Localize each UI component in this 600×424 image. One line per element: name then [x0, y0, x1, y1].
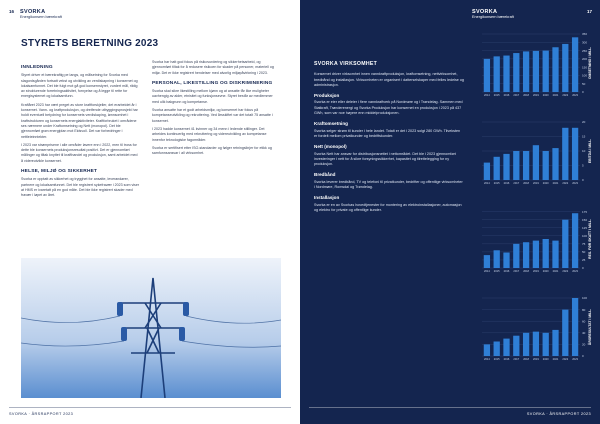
bar-2016 [503, 253, 509, 268]
bar-2022 [562, 220, 568, 268]
business-section-text: Svorka leverer bredbånd, TV og telefoni til privatkunder, bedrifter og offentlige virksomheter i Nordmøre, Romsdal og Trøndelag. [314, 179, 463, 190]
bar-2016 [503, 154, 509, 180]
business-section-title: Installasjon [314, 195, 340, 201]
x-tick-label: 2014 [484, 358, 490, 361]
chart-revenue [468, 30, 594, 102]
x-tick-label: 2022 [562, 358, 569, 361]
brand-subtitle: Energikonsern bærekraft [20, 15, 62, 19]
intro-paragraph: Konsernet driver virksomhet innen vannkraftproduksjon, kraftomsetning, nettvirksomhet, bredbånd og installasjon. Virksomheten er organisert i datterselskaper med felles ledelse og administrasjon. [314, 72, 464, 87]
y-axis-label: OMSETNING I MILL. [588, 46, 592, 80]
business-section-text: Svorka er en av Svorkas hovedtjenester for montering av elektroinstallasjoner, automasjon og elektro for private og offentlige kunder. [314, 202, 462, 212]
bar-2017 [513, 151, 519, 180]
y-tick-label: 20 [582, 342, 586, 347]
bar-2021 [552, 241, 558, 268]
x-tick-label: 2022 [562, 182, 569, 185]
bar-2021 [552, 330, 558, 356]
x-tick-label: 2020 [542, 270, 549, 273]
bar-2014 [484, 163, 490, 180]
running-header-left [9, 9, 62, 20]
x-tick-label: 2016 [503, 270, 510, 273]
y-tick-label: 60 [582, 319, 586, 324]
x-tick-label: 2018 [523, 182, 529, 185]
y-tick-label: 100 [582, 73, 588, 78]
running-header-right [472, 9, 593, 20]
bar-2023 [572, 128, 578, 180]
body-paragraph: Svorka er opptatt av sikkerhet og trygghet for ansatte, leverandører, partnere og lokalsamfunnet. Det ble registrert sykefravær i 2023 som viser at HMS er ivaretatt på en god måte. Det ble ikke registrert skader med fravær i løpet av året. [21, 177, 140, 198]
x-tick-label: 2020 [542, 94, 549, 97]
bar-2014 [484, 59, 490, 92]
x-tick-label: 2015 [493, 270, 500, 273]
section-heading: HELSE, MILJØ OG SIKKERHET [21, 169, 98, 175]
footer-right: SVORKA · ÅRSRAPPORT 2023 [526, 412, 591, 416]
x-tick-label: 2019 [533, 270, 539, 273]
business-section-title: Nett (monopol) [314, 144, 347, 150]
x-tick-label: 2019 [533, 182, 539, 185]
chart-net-income [468, 294, 594, 366]
bar-2019 [533, 51, 539, 92]
bar-2015 [494, 342, 500, 357]
y-tick-label: 125 [582, 225, 588, 230]
y-tick-label: 20 [582, 120, 586, 125]
business-section-text: Svorka selger strøm til kunder i hele landet. Totalt er det i 2023 solgt 280 GWh. Tilveksten er fordelt mellom privatkunder og bedriftskunder. [314, 128, 461, 138]
body-paragraph: Svorka har hatt god fokus på risikovurdering og sikkerhetsarbeid, og gjennomført tiltak for å redusere risikoen for skader på personer, materiell og miljø. Det er ikke registrert hendelser med alvorlig miljøpåvirkning i 2023. [152, 60, 274, 75]
section-heading: INNLEDNING [21, 65, 53, 70]
body-paragraph: Svorka ansatte har et godt arbeidsmiljø, og konsernet har fokus på kompetanseutvikling og rekruttering. Ved årsskiftet var det totalt 75 ansatte i konsernet. [152, 108, 273, 123]
x-tick-label: 2021 [552, 94, 559, 97]
y-tick-label: 0 [582, 266, 584, 271]
x-tick-label: 2017 [513, 358, 520, 361]
y-tick-label: 350 [582, 32, 588, 37]
y-tick-label: 175 [582, 209, 588, 214]
y-axis-label: EBITDA I MILL. [588, 138, 592, 164]
text-column-1 [21, 60, 140, 202]
brand-name: SVORKA [20, 9, 46, 15]
bar-2016 [503, 339, 509, 356]
y-tick-label: 250 [582, 48, 588, 53]
bar-2015 [494, 157, 500, 180]
y-tick-label: 50 [582, 250, 586, 255]
y-tick-label: 50 [582, 81, 586, 86]
footer-rule [309, 407, 591, 408]
bar-2018 [523, 333, 529, 356]
bar-2015 [494, 56, 500, 92]
y-tick-label: 80 [582, 307, 586, 312]
business-section-title: Kraftomsetning [314, 121, 348, 127]
section-heading: SVORKA VIRKSOMHET [314, 61, 378, 67]
x-tick-label: 2023 [572, 182, 578, 185]
body-paragraph: Styret driver et bærekraftig pe langs, og målsetning for Svorka med slagordsgården fortsatt vekst og utvikling av verdiskapning i konsernet og lokalsamfunnet. Det ble fulgt mot gå god konsernstyret, vurdert mål, riktig av strukturende forretningsaktivitet, fornyelse og å legge til rette for energisystemet og lokalsamfunn. [21, 73, 138, 99]
bar-2020 [543, 333, 549, 356]
x-tick-label: 2016 [503, 94, 510, 97]
x-tick-label: 2014 [484, 182, 490, 185]
x-tick-label: 2021 [552, 270, 559, 273]
bar-2018 [523, 242, 529, 268]
x-tick-label: 2017 [513, 182, 520, 185]
bar-2021 [552, 148, 558, 180]
y-tick-label: 5 [582, 163, 584, 168]
bar-2014 [484, 344, 490, 356]
body-paragraph: Kraftåret 2023 har vært preget av store kraftforskjeller, det erarbeidet år i konsernet. Vann- og kraftproduksjon, og dreifende utbyggingsprosjekt har holdt eventuell betydning for konsernets verdiskaping, lønnsomhet i kraftstrukturen og konsernets energiaktiviteter. Kraftforbruket i områdene ses nærmere under Kraftomsetning og Nett (monopol). Det ble gjennomført grøn energiplan mot Eidsvoll. Det var forbedringer i nettleieinntekter. [21, 102, 138, 139]
y-axis-label: ÅRSRESULTAT I MILL. [588, 308, 592, 346]
x-tick-label: 2015 [493, 358, 500, 361]
section-heading: PERSONAL, LIKESTILLING OG DISKRIMINERING [152, 80, 273, 86]
chart-ebitda [468, 118, 594, 190]
x-tick-label: 2014 [484, 270, 490, 273]
x-tick-label: 2022 [562, 94, 569, 97]
x-tick-label: 2021 [552, 182, 559, 185]
business-overview [314, 62, 464, 216]
x-tick-label: 2020 [542, 358, 549, 361]
y-tick-label: 15 [582, 134, 586, 139]
x-tick-label: 2020 [542, 182, 549, 185]
bar-2020 [543, 151, 549, 180]
x-tick-label: 2016 [503, 358, 510, 361]
x-tick-label: 2021 [552, 358, 559, 361]
bar-2022 [562, 310, 568, 356]
x-tick-label: 2022 [562, 270, 569, 273]
bar-2018 [523, 151, 529, 180]
x-tick-label: 2023 [572, 358, 578, 361]
business-section-text: Svorka Nett har ansvar for distribusjonsnettet i nettområdet. Det ble i 2023 gjennomført investeringer i nett for å sikre forsyningssikkerhet, kapasitet og tilrettelegging for ny produksjon. [314, 151, 456, 167]
bar-2015 [494, 250, 500, 268]
bar-2018 [523, 51, 529, 92]
bar-2020 [543, 51, 549, 92]
footer-left: SVORKA · ÅRSRAPPORT 2023 [9, 412, 74, 416]
business-section-title: Bredbånd [314, 172, 336, 178]
chart-profit-before-tax [468, 206, 594, 278]
page-title: STYRETS BERETNING 2023 [21, 38, 159, 49]
bar-2017 [513, 244, 519, 268]
x-tick-label: 2017 [513, 94, 520, 97]
body-paragraph: I 2023 var strømprisene i alle områder lavere enn i 2022, men til tross for dette ble konsernets produksjonsresultat positivt. Det er gjennomført målinger og tiltak knyttet til krafthandel og produksjon, samt arbeidet med å videreutvikle konsernet. [21, 142, 138, 163]
y-tick-label: 75 [582, 242, 586, 247]
right-page [300, 0, 600, 424]
x-tick-label: 2023 [572, 94, 578, 97]
bar-2019 [533, 241, 539, 268]
brand-name: SVORKA [472, 9, 498, 15]
x-tick-label: 2018 [523, 358, 529, 361]
y-tick-label: 100 [582, 233, 588, 238]
y-tick-label: 0 [582, 90, 584, 95]
business-section-title: Produksjon [314, 93, 340, 99]
bar-2022 [562, 44, 568, 92]
bar-2017 [513, 336, 519, 356]
body-paragraph: Svorka er sertifisert etter ISO-standarder og følger retningslinjer for etikk og samfunnsansvar i all virksomhet. [152, 145, 272, 156]
y-tick-label: 150 [582, 65, 588, 70]
x-tick-label: 2018 [523, 270, 529, 273]
business-sections [314, 93, 464, 213]
y-tick-label: 0 [582, 354, 584, 359]
bar-2021 [552, 47, 558, 92]
y-tick-label: 100 [582, 296, 588, 301]
page-number: 17 [587, 9, 593, 14]
power-line-photo [21, 258, 281, 398]
footer-rule [9, 407, 291, 408]
bar-2017 [513, 53, 519, 92]
y-tick-label: 10 [582, 149, 586, 154]
page-number: 16 [9, 9, 15, 14]
bar-2016 [503, 56, 509, 92]
x-tick-label: 2023 [572, 270, 578, 273]
bar-2019 [533, 332, 539, 356]
bar-2022 [562, 128, 568, 180]
bar-2020 [543, 239, 549, 268]
x-tick-label: 2015 [493, 182, 500, 185]
x-tick-label: 2016 [503, 182, 510, 185]
bar-2023 [572, 213, 578, 268]
bar-2014 [484, 255, 490, 268]
business-section-text: Svorka er eier eller deleier i flere vannkraftverk på Nordmøre og i Trøndelag. Sammen med Statkraft, Trønderenergi og Svorka Produksjon har konsernet en produksjon i 2023 på 437 GWh, som var noe høyere enn middelproduksjonen. [314, 100, 463, 116]
y-tick-label: 25 [582, 258, 586, 263]
x-tick-label: 2019 [533, 94, 539, 97]
x-tick-label: 2014 [484, 94, 490, 97]
brand-subtitle: Energikonsern bærekraft [472, 15, 514, 19]
text-column-2 [152, 60, 276, 159]
y-tick-label: 0 [582, 178, 584, 183]
y-axis-label: RES. FØR SKATT I MILL. [588, 219, 592, 259]
y-tick-label: 40 [582, 331, 586, 335]
bar-2023 [572, 298, 578, 356]
y-tick-label: 300 [582, 40, 588, 45]
x-tick-label: 2018 [523, 94, 529, 97]
bar-2023 [572, 37, 578, 92]
transmission-tower-illustration [21, 258, 281, 398]
x-tick-label: 2017 [513, 270, 520, 273]
body-paragraph: I 2023 hadde konsernet 41 kvinner og 34 menn i ledende stillinger. Det arbeides kontinuerlig med rekruttering og videreutvikling av kompetanse innenfor teknologiske fagområder. [152, 126, 267, 142]
x-tick-label: 2019 [533, 358, 539, 361]
y-tick-label: 150 [582, 217, 588, 222]
body-paragraph: Svorka skal sikre likestilling mellom kjønn og at ansatte får like muligheter uavhengig av alder, etnisitet og funksjonsevne. Styret består av medlemmer med ulik bakgrunn og kompetanse. [152, 89, 273, 104]
x-tick-label: 2015 [493, 94, 500, 97]
y-tick-label: 200 [582, 57, 588, 62]
bar-2019 [533, 145, 539, 180]
